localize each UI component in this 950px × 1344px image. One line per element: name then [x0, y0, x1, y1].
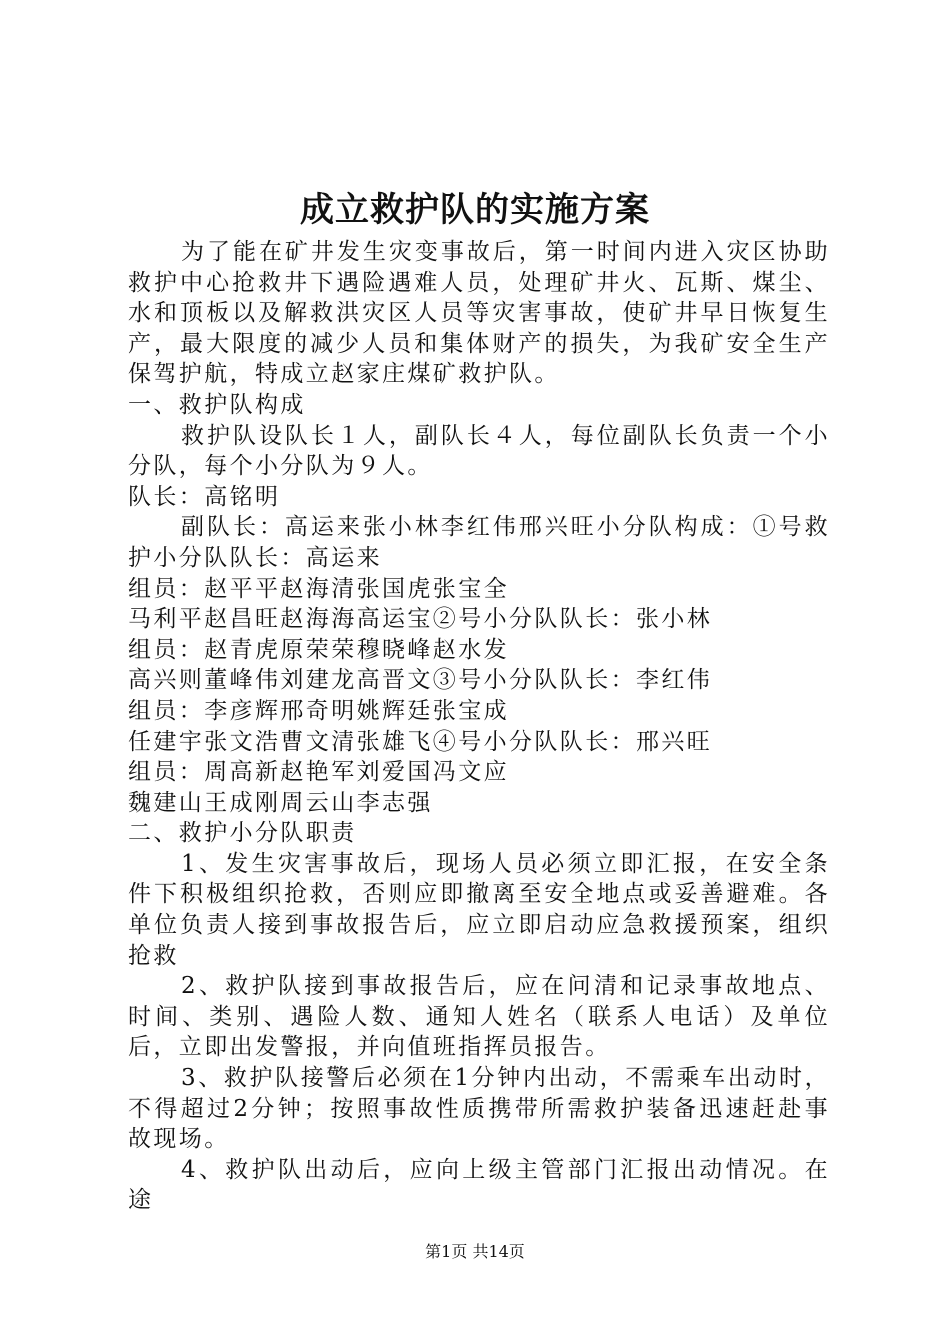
document-title: 成立救护队的实施方案 [300, 190, 650, 230]
page-number-footer: 第1页 共14页 [425, 1242, 525, 1261]
vice-captain-paragraph: 副队长：高运来张小林李红伟邢兴旺小分队构成：①号救护小分队队长：高运来 [128, 514, 830, 571]
team2-members-line: 组员：赵青虎原荣荣穆晓峰赵水发 [128, 636, 509, 663]
team3-members-line: 组员：李彦辉邢奇明姚辉廷张宝成 [128, 697, 509, 724]
duty-paragraph-2: 2、救护队接到事故报告后，应在问清和记录事故地点、时间、类别、遇险人数、通知人姓名（联系人电话）及单位后，立即出发警报，并向值班指挥员报告。 [128, 973, 830, 1061]
document-body [128, 237, 830, 1216]
duty-paragraph-4: 4、救护队出动后，应向上级主管部门汇报出动情况。在途 [128, 1156, 830, 1214]
team-size-paragraph: 救护队设队长１人，副队长４人，每位副队长负责一个小分队，每个小分队为９人。 [128, 422, 830, 480]
team2-members-cont-line: 高兴则董峰伟刘建龙高晋文③号小分队队长：李红伟 [128, 667, 713, 694]
team3-members-cont-line: 任建宇张文浩曹文清张雄飞④号小分队队长：邢兴旺 [128, 728, 713, 755]
team1-members-line: 组员：赵平平赵海清张国虎张宝全 [128, 575, 509, 602]
duty-paragraph-1: 1、发生灾害事故后，现场人员必须立即汇报，在安全条件下积极组织抢救，否则应即撤离至安全地点或妥善避难。各单位负责人接到事故报告后，应立即启动应急救援预案，组织抢救 [128, 850, 830, 969]
section-heading-composition: 一、救护队构成 [128, 391, 306, 418]
section-heading-duties: 二、救护小分队职责 [128, 820, 357, 847]
captain-line: 队长：高铭明 [128, 483, 281, 510]
team4-members-line: 组员：周高新赵艳军刘爱国冯文应 [128, 759, 509, 786]
team4-members-cont-line: 魏建山王成刚周云山李志强 [128, 789, 433, 816]
duty-paragraph-3: 3、救护队接警后必须在1分钟内出动，不需乘车出动时，不得超过2分钟；按照事故性质携带所需救护装备迅速赶赴事故现场。 [128, 1065, 830, 1153]
intro-paragraph: 为了能在矿井发生灾变事故后，第一时间内进入灾区协助救护中心抢救井下遇险遇难人员，处理矿井火、瓦斯、煤尘、水和顶板以及解救洪灾区人员等灾害事故，使矿井早日恢复生产，最大限度的减少人员和集体财产的损失，为我矿安全生产保驾护航，特成立赵家庄煤矿救护队。 [128, 239, 830, 388]
team1-members-cont-line: 马利平赵昌旺赵海海高运宝②号小分队队长：张小林 [128, 606, 713, 633]
